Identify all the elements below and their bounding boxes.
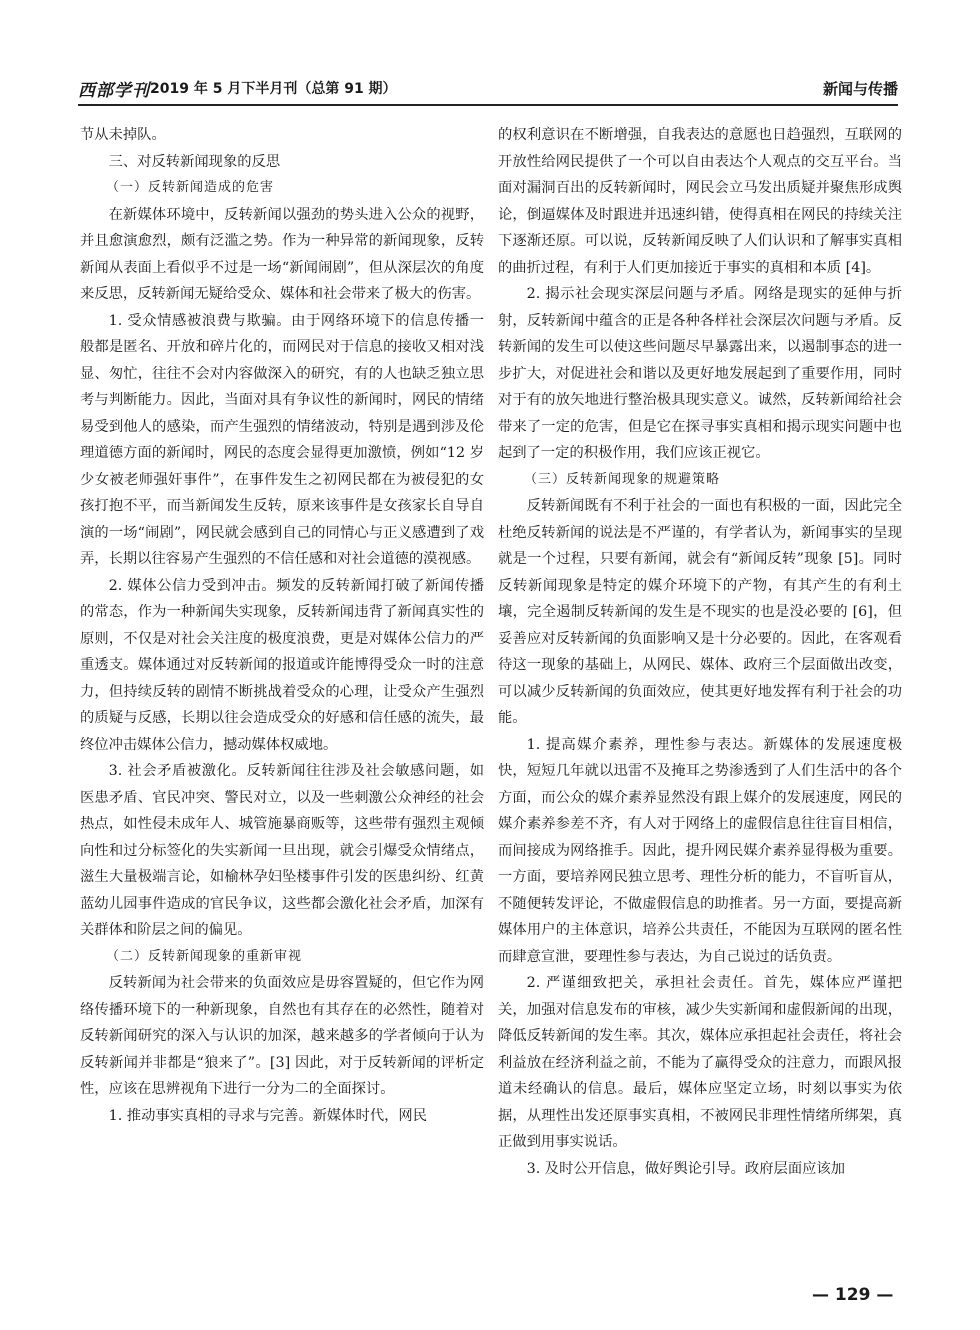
left-column [80, 122, 484, 1129]
page-number: — 129 — [812, 1285, 894, 1305]
issue-info: 2019 年 5 月下半月刊（总第 91 期） [150, 81, 397, 97]
paragraph: 反转新闻为社会带来的负面效应是毋容置疑的，但它作为网络传播环境下的一种新现象，自然也有其存在的必然性，随着对反转新闻研究的深入与认识的加深，越来越多的学者倾向于认为反转新闻并非都是“狼来了”。[3] 因此，对于反转新闻的评析定性，应该在思辨视角下进行一分为二的全面探讨。 [80, 975, 484, 1097]
running-header [78, 76, 898, 106]
paragraph: 的权利意识在不断增强，自我表达的意愿也日趋强烈，互联网的开放性给网民提供了一个可以自由表达个人观点的交互平台。当面对漏洞百出的反转新闻时，网民会立马发出质疑并聚焦形成舆论，倒逼媒体及时跟进并迅速纠错，使得真相在网民的持续关注下逐渐还原。可以说，反转新闻反映了人们认识和了解事实真相的曲折过程，有利于人们更加接近于事实的真相和本质 [4]。 [498, 127, 902, 276]
paragraph: 2. 严谨细致把关，承担社会责任。首先，媒体应严谨把关，加强对信息发布的审核，减少失实新闻和虚假新闻的出现，降低反转新闻的发生率。其次，媒体应承担起社会责任，将社会利益放在经济利益之前，不能为了赢得受众的注意力，而跟风报道未经确认的信息。最后，媒体应坚定立场，时刻以事实为依据，从理性出发还原事实真相，不被网民非理性情绪所绑架，真正做到用事实说话。 [498, 975, 902, 1150]
paragraph: 1. 受众情感被浪费与欺骗。由于网络环境下的信息传播一般都是匿名、开放和碎片化的，而网民对于信息的接收又相对浅显、匆忙，往往不会对内容做深入的研究，有的人也缺乏独立思考与判断能力。因此，当面对具有争议性的新闻时，网民的情绪易受到他人的感染，而产生强烈的情绪波动，特别是遇到涉及伦理道德方面的新闻时，网民的态度会显得更加激愤，例如“12 岁少女被老师强奸事件”，在事件发生之初网民都在为被侵犯的女孩打抱不平，而当新闻发生反转，原来该事件是女孩家长自导自演的一场“闹剧”，网民就会感到自己的同情心与正义感遭到了戏弄，长期以往容易产生强烈的不信任感和对社会道德的漠视感。 [80, 312, 484, 567]
paragraph: 1. 推动事实真相的寻求与完善。新媒体时代，网民 [108, 1107, 428, 1124]
section-heading: 三、对反转新闻现象的反思 [108, 153, 281, 170]
paragraph: 3. 及时公开信息，做好舆论引导。政府层面应该加 [526, 1160, 846, 1177]
subsection-heading: （一）反转新闻造成的危害 [106, 180, 275, 195]
subsection-heading: （二）反转新闻现象的重新审视 [106, 948, 303, 964]
paragraph: 2. 媒体公信力受到冲击。频发的反转新闻打破了新闻传播的常态，作为一种新闻失实现象，反转新闻违背了新闻真实性的原则，不仅是对社会关注度的极度浪费，更是对媒体公信力的严重透支。媒体通过对反转新闻的报道或许能博得受众一时的注意力，但持续反转的剧情不断挑战着受众的心理，让受众产生强烈的质疑与反感，长期以往会造成受众的好感和信任感的流失，最终位冲击媒体公信力，撼动媒体权威地。 [80, 577, 484, 753]
section-name: 新闻与传播 [822, 80, 898, 98]
paragraph: 2. 揭示社会现实深层问题与矛盾。网络是现实的延伸与折射，反转新闻中蕴含的正是各种各样社会深层次问题与矛盾。反转新闻的发生可以使这些问题尽早暴露出来，以遏制事态的进一步扩大，对促进社会和谐以及更好地发展起到了重要作用，同时对于有的放矢地进行整治极具现实意义。诚然，反转新闻给社会带来了一定的危害，但是它在探寻事实真相和揭示现实问题中也起到了一定的积极作用，我们应该正视它。 [498, 286, 902, 461]
paragraph: 节从未掉队。 [80, 127, 166, 143]
paragraph: 3. 社会矛盾被激化。反转新闻往往涉及社会敏感问题，如医患矛盾、官民冲突、警民对立，以及一些刺激公众神经的社会热点，如性侵未成年人、城管施暴商贩等，这些带有强烈主观倾向性和过分标签化的失实新闻一旦出现，就会引爆受众情绪点，滋生大量极端言论，如榆林孕妇坠楼事件引发的医患纠纷、红黄蓝幼儿园事件造成的官民争议，这些都会激化社会矛盾，加深有关群体和阶层之间的偏见。 [80, 763, 484, 938]
paragraph: 1. 提高媒介素养，理性参与表达。新媒体的发展速度极快，短短几年就以迅雷不及掩耳之势渗透到了人们生活中的各个方面，而公众的媒介素养显然没有跟上媒介的发展速度，网民的媒介素养参差不齐，有人对于网络上的虚假信息往往盲目相信，而间接成为网络推手。因此，提升网民媒介素养显得极为重要。一方面，要培养网民独立思考、理性分析的能力，不盲听盲从，不随便转发评论，不做虚假信息的助推者。另一方面，要提高新媒体用户的主体意识，培养公共责任，不能因为互联网的匿名性而肆意宣泄，要理性参与表达，为自己说过的话负责。 [498, 736, 902, 965]
subsection-heading: （三）反转新闻现象的规避策略 [524, 471, 721, 487]
paragraph: 在新媒体环境中，反转新闻以强劲的势头进入公众的视野，并且愈演愈烈，颇有泛滥之势。作为一种异常的新闻现象，反转新闻从表面上看似乎不过是一场“新闻闹剧”，但从深层次的角度来反思，反转新闻无疑给受众、媒体和社会带来了极大的伤害。 [80, 206, 484, 302]
journal-name: 西部学刊 [78, 81, 150, 101]
right-column [498, 122, 902, 1182]
paragraph: 反转新闻既有不利于社会的一面也有积极的一面，因此完全杜绝反转新闻的说法是不严谨的，有学者认为，新闻事实的呈现就是一个过程，只要有新闻，就会有“新闻反转”现象 [5]。同时反转新闻现象是特定的媒介环境下的产物，有其产生的有利土壤，完全遏制反转新闻的发生是不现实的也是没必要的 [6]，但妥善应对反转新闻的负面影响又是十分必要的。因此，在客观看待这一现象的基础上，从网民、媒体、政府三个层面做出改变，可以减少反转新闻的负面效应，使其更好地发挥有利于社会的功能。 [498, 498, 902, 726]
